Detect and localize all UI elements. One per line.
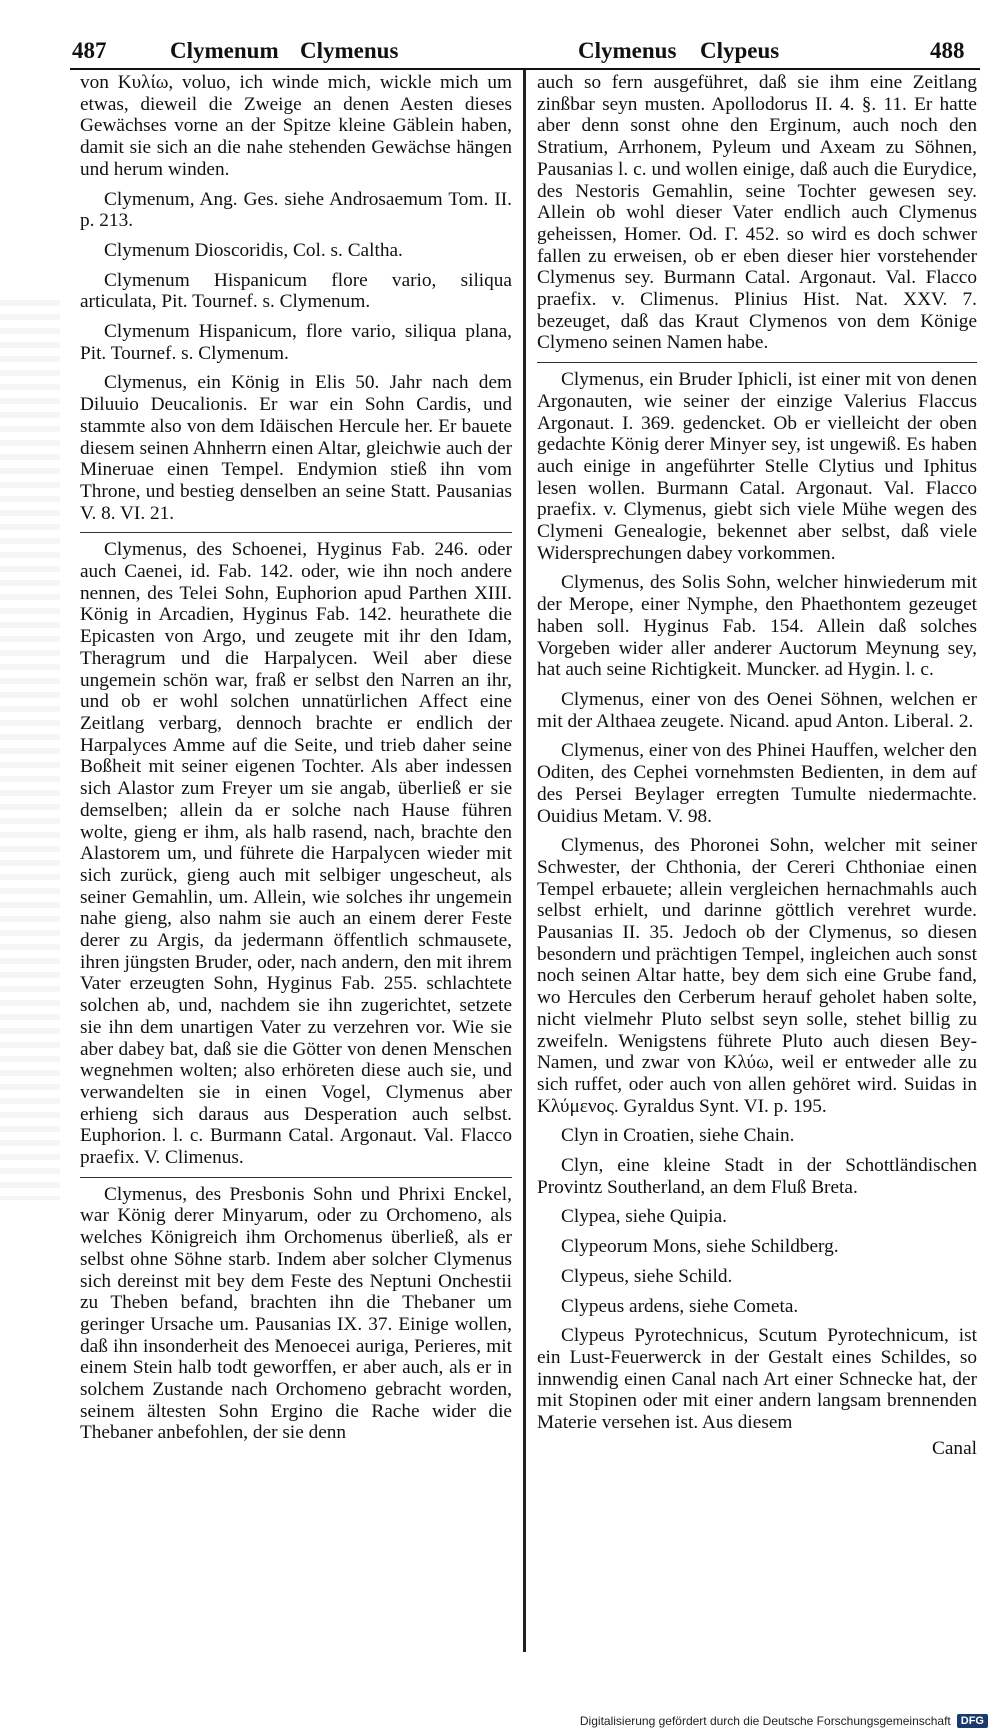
entry-separator — [80, 1177, 512, 1178]
entry-separator — [80, 532, 512, 533]
catchword: Canal — [932, 1437, 977, 1459]
entry-paragraph: Clymenus, ein König in Elis 50. Jahr nach dem Diluuio Deucalionis. Er war ein Sohn Cardis, und stammte also von dem Idäischen Hercule her. Er bauete diesem seinen Ahnherrn einen Altar, gleichwie auch der Mineruae einen Tempel. Endymion stieß ihn vom Throne, und bestieg denselben an seine Statt. Pausanias V. 8. VI. 21. — [80, 372, 512, 524]
scan-smudge — [0, 300, 60, 1200]
left-column — [80, 72, 512, 1452]
entry-separator — [537, 362, 977, 363]
header-word-right-1: Clymenus — [578, 38, 677, 63]
entry-paragraph: Clymenus, einer von des Phinei Hauffen, welcher den Oditen, des Cephei vornehmsten Bedienten, in dem auf des Persei Beylager erregten Tumulte niedermachte. Ouidius Metam. V. 98. — [537, 740, 977, 827]
entry-paragraph: Clymenum Hispanicum, flore vario, siliqua plana, Pit. Tournef. s. Clymenum. — [80, 321, 512, 364]
page-number-right: 488 — [930, 38, 965, 63]
entry-paragraph: Clymenum, Ang. Ges. siehe Androsaemum Tom. II. p. 213. — [80, 188, 512, 232]
entry-paragraph: Clypeus, siehe Schild. — [561, 1265, 733, 1287]
dfg-logo-icon: DFG — [957, 1714, 988, 1728]
entry-paragraph: Clymenus, einer von des Oenei Söhnen, welchen er mit der Althaea zeugete. Nicand. apud Anton. Liberal. 2. — [537, 688, 977, 732]
entry-paragraph: Clymenus, des Phoronei Sohn, welcher mit seiner Schwester, der Chthonia, der Cereri Chthoniae einen Tempel erbauete; allein vergleichen hernachmahls auch selbst erhielt, und darinne göttlich verehret wurde. Pausanias II. 35. Jedoch ob der Clymenus, so diesen besondern und prächtigen Tempel, ingleichen auch sonst noch seinen Altar hatte, bey dem sich eine Grube fand, wo Hercules den Cerberum herauf geholet haben solte, nicht vielmehr Pluto selbst seyn solle, stehet billig zu zweifeln. Wenigstens führete Pluto auch diesen Bey-Namen, und zwar von Κλύω, weil er entweder alle zu sich ruffet, oder auch von allen gehöret wird. Suidas in Κλύμενος. Gyraldus Synt. VI. p. 195. — [537, 835, 977, 1117]
entry-paragraph: auch so fern ausgeführet, daß sie ihm eine Zeitlang zinßbar seyn musten. Apollodorus II. 4. §. 11. Er hatte aber denn sonst ohne den Erginum, auch noch den Stratium, Arrhonem, Pyleum und Axeam zu Söhnen, Pausanias l. c. und wollen einige, daß auch die Eurydice, des Nestoris Gemahlin, seine Tochter gewesen sey. Allein ob wohl dieser Vater endlich auch Clymenus geheissen, Homer. Od. Γ. 452. so wird es doch schwer fallen zu erweisen, ob er eben dieser hier vorstehender Clymenus sey. Burmann Catal. Argonaut. Val. Flacco praefix. v. Climenus. Plinius Hist. Nat. XXV. 7. bezeuget, daß das Kraut Clymenos von dem Könige Clymeno seinen Namen habe. — [537, 72, 977, 354]
header-word-left-1: Clymenum — [170, 38, 279, 63]
entry-paragraph: Clymenus, des Presbonis Sohn und Phrixi Enckel, war König derer Minyarum, oder zu Orchomeno, als welches Königreich ihm Orchomenus überließ, als er selbst ohne Söhne starb. Indem aber solcher Clymenus sich dereinst mit bey dem Feste des Neptuni Onchestii zu Theben befand, brachten ihn die Thebaner um geringer Ursache um. Pausanias IX. 37. Einige wollen, daß ihn insonderheit des Menoecei auriga, Perieres, mit einem Stein halb todt geworffen, er aber auch, als er in solchem Zustande nach Orchomeno gebracht worden, seinem ältesten Sohn Ergino die Rache wider die Thebaner anbefohlen, der sie denn — [80, 1183, 512, 1444]
digitization-footer — [580, 1714, 988, 1728]
running-header — [0, 38, 1000, 64]
entry-paragraph: Clyn, eine kleine Stadt in der Schottländischen Provintz Southerland, an dem Fluß Breta. — [537, 1155, 977, 1198]
header-word-left-2: Clymenus — [300, 38, 399, 63]
right-column — [537, 72, 977, 1467]
entry-paragraph: Clymenum Dioscoridis, Col. s. Caltha. — [104, 239, 403, 261]
entry-paragraph: Clypeus ardens, siehe Cometa. — [561, 1295, 799, 1317]
entry-paragraph: Clymenus, des Schoenei, Hyginus Fab. 246. oder auch Caenei, id. Fab. 142. oder, wie ihn noch andere nennen, des Telei Sohn, Euphorion apud Parthen XIII. König in Arcadien, Hyginus Fab. 142. heurathete die Epicasten von Argo, und zeugete mit ihr den Idam, Theragrum und die Harpalycen. Weil aber diese ungemein schön war, fraß er selbst den Narren an ihr, und ob er wohl solchen unnatürlichen Affect eine Zeitlang verbarg, dennoch brachte er endlich der Harpalyces Amme auf die Seite, und trieb daher seine Boßheit mit seiner eigenen Tochter. Als aber indessen sich Alastor zum Freyer um sie angab, überließ er sie demselben; allein da er solche nach Hause führen wolte, gieng er ihm, als halb rasend, nach, brachte den Alastorem um, und führete die Harpalycen wieder mit sich zurück, gieng auch mit selbiger ungescheut, als seiner Gemahlin, um. Allein, wie solches ihr ungemein nahe gieng, also nahm sie auch an einem derer Feste derer zu Argis, da jedermann öffentlich schmausete, ihren jüngsten Bruder, oder, nach andern, den mit ihrem Vater erzeugten Sohn, Hyginus Fab. 255. schlachtete solchen ab, und, nachdem sie ihn zugerichtet, setzete sie ihn dem unartigen Vater zu verzehren vor. Wie sie aber dabey bat, daß sie die Götter von denen Menschen wegnehmen wolten; also erhöreten diese auch sie, und verwandelten sie in einen Vogel, Clymenus aber erhieng sich daraus aus Desperation auch selbst. Euphorion. l. c. Burmann Catal. Argonaut. Val. Flacco praefix. V. Climenus. — [80, 539, 512, 1169]
entry-paragraph: Clymenus, ein Bruder Iphicli, ist einer mit von denen Argonauten, wie seiner der einzige Valerius Flaccus Argonaut. I. 369. gedencket. Ob er vielleicht der oben gedachte König derer Minyer sey, ist ungewiß. Es haben auch einige in angeführter Stelle Clytius und Iphitus lesen wollen. Burmann Catal. Argonaut. Val. Flacco praefix. v. Clymenus, giebt sich viele Mühe wegen des Clymeni Genealogie, bekennet aber selbst, daß viele Widersprechungen dabey vorkommen. — [537, 369, 977, 564]
entry-paragraph: Clypeorum Mons, siehe Schildberg. — [561, 1236, 839, 1258]
entry-paragraph: Clypeus Pyrotechnicus, Scutum Pyrotechnicum, ist ein Lust-Feuerwerck in der Gestalt eines Schildes, so innwendig einen Canal nach Art einer Schnecke hat, der mit Stopinen oder mit einer andern langsam brennenden Materie versehen ist. Aus diesem — [537, 1325, 977, 1434]
entry-paragraph: Clymenum Hispanicum flore vario, siliqua articulata, Pit. Tournef. s. Clymenum. — [80, 269, 512, 313]
page-number-left: 487 — [72, 38, 107, 63]
entry-paragraph: Clymenus, des Solis Sohn, welcher hinwiederum mit der Merope, einer Nymphe, den Phaethontem gezeuget haben soll. Hyginus Fab. 154. Allein daß solches Vorgeben wider aller anderer Auctorum Meynung sey, hat auch seine Richtigkeit. Muncker. ad Hygin. l. c. — [537, 572, 977, 681]
footer-text: Digitalisierung gefördert durch die Deutsche Forschungsgemeinschaft — [579, 1714, 951, 1728]
entry-paragraph: Clyn in Croatien, siehe Chain. — [561, 1125, 795, 1147]
header-word-right-2: Clypeus — [700, 38, 780, 63]
entry-paragraph: Clypea, siehe Quipia. — [561, 1206, 727, 1228]
entry-paragraph: von Κυλίω, voluo, ich winde mich, wickle mich um etwas, dieweil die Zweige an denen Aesten dieses Gewächses vorne an der Spitze kleine Gäblein haben, damit sie sich an die nahe stehenden Gewächse hängen und herum winden. — [80, 72, 512, 180]
column-divider — [523, 70, 526, 1652]
